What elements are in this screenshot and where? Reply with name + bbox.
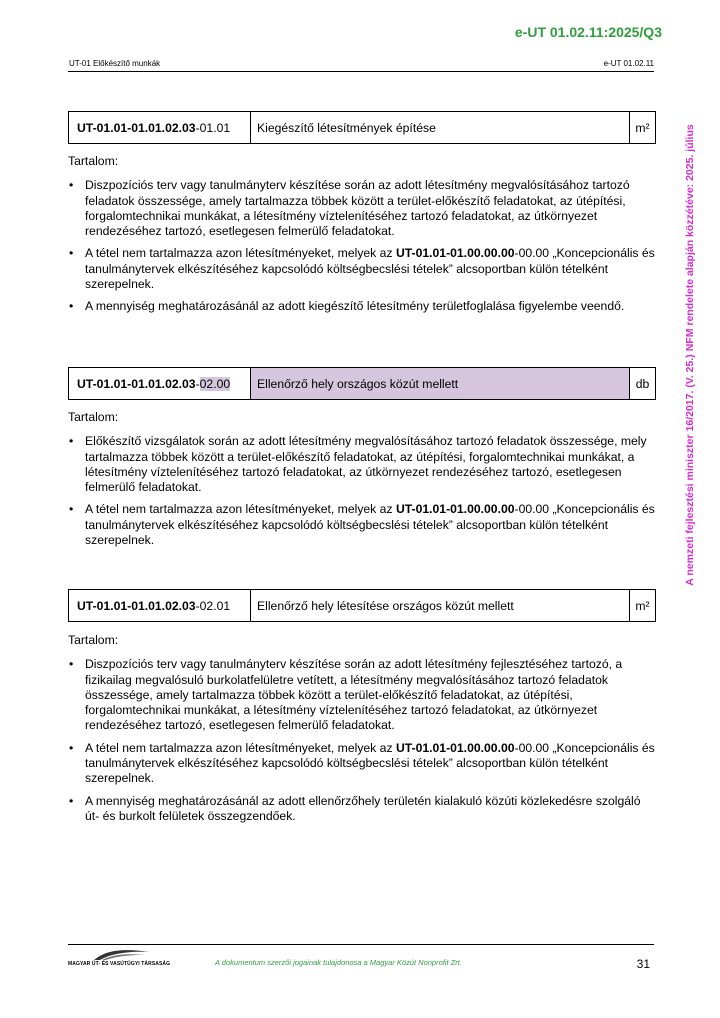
item-code-cell [69, 590, 251, 621]
footer-divider [68, 944, 654, 945]
item-content [68, 633, 658, 831]
footer-copyright: A dokumentum szerzői jogainak tulajdonosa a Magyar Közút Nonprofit Zrt. [215, 958, 462, 967]
tartalom-label: Tartalom: [68, 633, 119, 647]
list-item: • A mennyiség meghatározásánál az adott ellenőrzőhely területén kialakuló közúti közlekedésre szolgáló út- és burkolt felületek összegzendőek. [68, 794, 658, 825]
logo-swoosh-icon [92, 948, 152, 962]
content-list [68, 178, 658, 314]
content-list [68, 434, 658, 548]
header-reference: e-UT 01.02.11 [603, 59, 654, 68]
logo-text: MAGYAR ÚT- ÉS VASÚTÜGYI TÁRSASÁG [68, 961, 171, 967]
list-item: • A tétel nem tartalmazza azon létesítményeket, melyek az UT-01.01-01.00.00.00-00.00 „Koncepcionális és tanulmánytervek elkészítéséhez kapcsolódó költségbecslési tételek” alcsoportban külön tételként szerepelnek. [68, 741, 658, 787]
item-header-table [68, 589, 656, 622]
item-code-main: UT-01.01-01.01.02.03 [77, 120, 196, 135]
reference-code: UT-01.01-01.00.00.00 [395, 740, 515, 755]
list-item: • Előkészítő vizsgálatok során az adott létesítmény megvalósításához tartozó feladatok összessége, mely tartalmazza többek között a terület-előkészítő feladatokat, az útépítési, forgalomtechnikai munkákat, a létesítmény víztelenítéséhez tartozó feladatokat, az útkörnyezet rendezéséhez tartozó, esetlegesen felmerülő feladatokat. [68, 434, 658, 495]
reference-code: UT-01.01-01.00.00.00 [395, 246, 515, 261]
content-list [68, 657, 658, 824]
item-unit-cell: db [635, 376, 650, 391]
tartalom-label: Tartalom: [68, 410, 119, 424]
list-item: • Diszpozíciós terv vagy tanulmányterv készítése során az adott létesítmény fejlesztéséhez tartozó, a fizikailag megvalósuló burkolatfelületre vetített, a létesítmény megvalósításához tartozó feladatok összessége, amely tartalmazza többek között a terület-előkészítő feladatokat, az útépítési, forgalomtechnikai munkákat, a létesítmény víztelenítéséhez tartozó feladatokat, az útkörnyezet rendezéséhez tartozó, esetlegesen felmerülő feladatokat. [68, 657, 658, 733]
item-code-main: UT-01.01-01.01.02.03 [77, 376, 196, 391]
running-header [68, 59, 654, 72]
page-number: 31 [636, 957, 650, 971]
item-unit-cell: m² [635, 120, 650, 135]
item-header-table [68, 111, 656, 144]
item-code-cell: UT-01.01-01.01.02.03 - 02.00 [69, 368, 251, 399]
tartalom-label: Tartalom: [68, 154, 119, 168]
item-content [68, 154, 658, 322]
item-name-cell-highlighted: Ellenőrző hely országos közút mellett [251, 368, 630, 399]
document-code: e-UT 01.02.11:2025/Q3 [514, 24, 662, 40]
item-code-suffix: -01.01 [195, 120, 231, 135]
list-item: • A tétel nem tartalmazza azon létesítményeket, melyek az UT-01.01-01.00.00.00-00.00 „Koncepcionális és tanulmánytervek elkészítéséhez kapcsolódó költségbecslési tételek” alcsoportban külön tételként szerepelnek. [68, 502, 658, 548]
reference-code: UT-01.01-01.00.00.00 [395, 502, 515, 517]
list-item: • Diszpozíciós terv vagy tanulmányterv készítése során az adott létesítmény megvalósításához tartozó feladatok összessége, amely tartalmazza többek között a terület-előkészítő feladatokat, az útépítési, forgalomtechnikai munkákat, a létesítmény víztelenítéséhez tartozó feladatokat, az útkörnyezet rendezéséhez tartozó, esetlegesen felmerülő feladatokat. [68, 178, 658, 239]
list-item: • A tétel nem tartalmazza azon létesítményeket, melyek az UT-01.01-01.00.00.00-00.00 „Koncepcionális és tanulmánytervek elkészítéséhez kapcsolódó költségbecslési tételek” alcsoportban külön tételként szerepelnek. [68, 246, 658, 292]
item-unit-cell: m² [635, 598, 650, 613]
footer-logo [68, 948, 171, 970]
item-name-cell: Kiegészítő létesítmények építése [251, 112, 630, 143]
publication-side-note: A nemzeti fejlesztési miniszter 16/2017. (V. 25.) NFM rendelete alapján közzétéve: 2025. július [684, 124, 696, 586]
item-code-suffix: -02.01 [195, 598, 231, 613]
item-header-table-highlighted [68, 367, 656, 400]
item-code-suffix-highlighted: 02.00 [199, 376, 231, 391]
item-content [68, 410, 658, 555]
list-item: • A mennyiség meghatározásánál az adott kiegészítő létesítmény területfoglalása figyelembe veendő. [68, 299, 658, 314]
item-code-cell [69, 112, 251, 143]
header-chapter: UT-01 Előkészítő munkák [69, 59, 161, 68]
item-name-cell: Ellenőrző hely létesítése országos közút mellett [251, 590, 630, 621]
item-code-main: UT-01.01-01.01.02.03 [77, 598, 196, 613]
